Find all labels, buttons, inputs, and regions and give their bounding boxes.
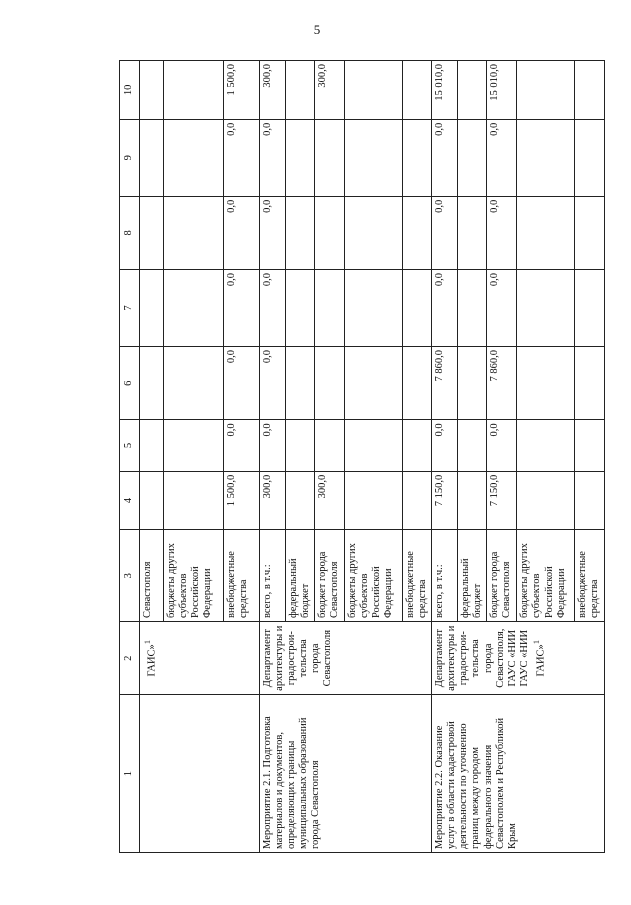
column-number: 7 [120, 270, 140, 347]
value-cell: 0,0 [487, 420, 517, 471]
funding-source: бюджеты других субъектов Российской Федерации [517, 530, 575, 622]
value-cell: 0,0 [224, 196, 260, 269]
value-cell [345, 270, 403, 347]
value-cell: 1 500,0 [224, 471, 260, 530]
value-cell [458, 119, 487, 196]
funding-source: всего, в т.ч.: [432, 530, 458, 622]
value-cell [458, 347, 487, 420]
column-number: 5 [120, 420, 140, 471]
value-cell: 0,0 [487, 119, 517, 196]
value-cell [286, 61, 315, 120]
funding-source: бюджет города Севастополя [487, 530, 517, 622]
funding-source: внебюджетные средства [575, 530, 604, 622]
value-cell [345, 119, 403, 196]
value-cell [140, 420, 164, 471]
value-cell [164, 119, 224, 196]
measure-executor [432, 622, 604, 695]
value-cell: 300,0 [260, 471, 286, 530]
value-cell [458, 196, 487, 269]
value-cell: 7 150,0 [487, 471, 517, 530]
value-cell [458, 270, 487, 347]
value-cell: 1 500,0 [224, 61, 260, 120]
value-cell [575, 471, 604, 530]
value-cell [403, 196, 432, 269]
measure-executor: Департамент архитектуры и градострои-тельства города Севастополя [260, 622, 432, 695]
value-cell: 0,0 [260, 420, 286, 471]
value-cell: 0,0 [432, 420, 458, 471]
value-cell [164, 270, 224, 347]
value-cell [164, 196, 224, 269]
value-cell [575, 420, 604, 471]
value-cell [517, 347, 575, 420]
value-cell [286, 347, 315, 420]
value-cell [164, 420, 224, 471]
value-cell: 0,0 [260, 270, 286, 347]
column-number: 2 [120, 622, 140, 695]
table-row [260, 61, 286, 853]
column-number: 8 [120, 196, 140, 269]
value-cell: 0,0 [260, 196, 286, 269]
value-cell [140, 196, 164, 269]
value-cell: 0,0 [224, 347, 260, 420]
value-cell [140, 270, 164, 347]
value-cell: 0,0 [224, 119, 260, 196]
value-cell [517, 61, 575, 120]
value-cell [315, 119, 345, 196]
value-cell [575, 119, 604, 196]
value-cell [345, 347, 403, 420]
value-cell [315, 347, 345, 420]
value-cell [403, 119, 432, 196]
value-cell: 0,0 [260, 119, 286, 196]
table-row [140, 61, 164, 853]
value-cell [403, 420, 432, 471]
value-cell [345, 196, 403, 269]
value-cell: 0,0 [432, 196, 458, 269]
funding-source: внебюджетные средства [224, 530, 260, 622]
value-cell [517, 119, 575, 196]
value-cell: 0,0 [260, 347, 286, 420]
value-cell [286, 270, 315, 347]
funding-source: всего, в т.ч.: [260, 530, 286, 622]
funding-source: бюджеты других субъектов Российской Федерации [164, 530, 224, 622]
rotated-table-wrapper [119, 60, 601, 853]
funding-source: внебюджетные средства [403, 530, 432, 622]
column-number: 1 [120, 695, 140, 853]
value-cell [517, 420, 575, 471]
value-cell [575, 270, 604, 347]
column-number: 9 [120, 119, 140, 196]
value-cell [517, 270, 575, 347]
column-number: 4 [120, 471, 140, 530]
value-cell [403, 347, 432, 420]
value-cell [315, 270, 345, 347]
value-cell: 0,0 [224, 270, 260, 347]
value-cell [286, 471, 315, 530]
value-cell [403, 270, 432, 347]
value-cell: 0,0 [487, 270, 517, 347]
value-cell [164, 347, 224, 420]
value-cell [140, 347, 164, 420]
column-number: 6 [120, 347, 140, 420]
value-cell: 7 860,0 [487, 347, 517, 420]
value-cell [458, 471, 487, 530]
value-cell: 0,0 [432, 270, 458, 347]
value-cell: 300,0 [315, 61, 345, 120]
value-cell [517, 196, 575, 269]
funding-source: бюджеты других субъектов Российской Федерации [345, 530, 403, 622]
measure-cell-continued [140, 695, 260, 853]
value-cell [164, 61, 224, 120]
value-cell [140, 119, 164, 196]
value-cell [140, 471, 164, 530]
value-cell [345, 471, 403, 530]
value-cell: 0,0 [432, 119, 458, 196]
value-cell [575, 347, 604, 420]
table-row [432, 61, 458, 853]
value-cell: 0,0 [487, 196, 517, 269]
value-cell [286, 196, 315, 269]
measure-title: Мероприятие 2.2. Оказание услуг в области кадастровой деятельности по уточнению границ между городом федерального значения Севастополем и Республикой Крым [432, 695, 604, 853]
value-cell [345, 420, 403, 471]
value-cell [140, 61, 164, 120]
value-cell [164, 471, 224, 530]
measure-title: Мероприятие 2.1. Подготовка материалов и документов, определяющих границы муниципальных образований города Севастополя [260, 695, 432, 853]
value-cell: 15 010,0 [432, 61, 458, 120]
value-cell [286, 420, 315, 471]
value-cell: 300,0 [315, 471, 345, 530]
value-cell [315, 420, 345, 471]
budget-table [119, 60, 605, 853]
executor-text: ГАИС» [146, 644, 158, 677]
funding-source: федеральный бюджет [286, 530, 315, 622]
value-cell [575, 61, 604, 120]
executor-cell-continued [140, 622, 260, 695]
funding-source: бюджет города Севастополя [315, 530, 345, 622]
value-cell: 15 010,0 [487, 61, 517, 120]
column-number: 10 [120, 61, 140, 120]
value-cell: 300,0 [260, 61, 286, 120]
footnote-mark: 1 [142, 639, 152, 645]
value-cell [315, 196, 345, 269]
value-cell [458, 420, 487, 471]
value-cell [575, 196, 604, 269]
page-number: 5 [313, 22, 321, 37]
value-cell [403, 61, 432, 120]
value-cell [517, 471, 575, 530]
value-cell: 7 150,0 [432, 471, 458, 530]
value-cell: 7 860,0 [432, 347, 458, 420]
footnote-mark: 1 [530, 639, 541, 645]
value-cell: 0,0 [224, 420, 260, 471]
value-cell [458, 61, 487, 120]
value-cell [345, 61, 403, 120]
executor-text: Департамент архитектуры и градострои-тельства города Севастополя, ГАУС «НИИ ГАУС «НИИ ГАИС» [434, 625, 547, 691]
funding-source: Севастополя [140, 530, 164, 622]
value-cell [286, 119, 315, 196]
value-cell [403, 471, 432, 530]
column-number-row [120, 61, 140, 853]
funding-source: федеральный бюджет [458, 530, 487, 622]
column-number: 3 [120, 530, 140, 622]
